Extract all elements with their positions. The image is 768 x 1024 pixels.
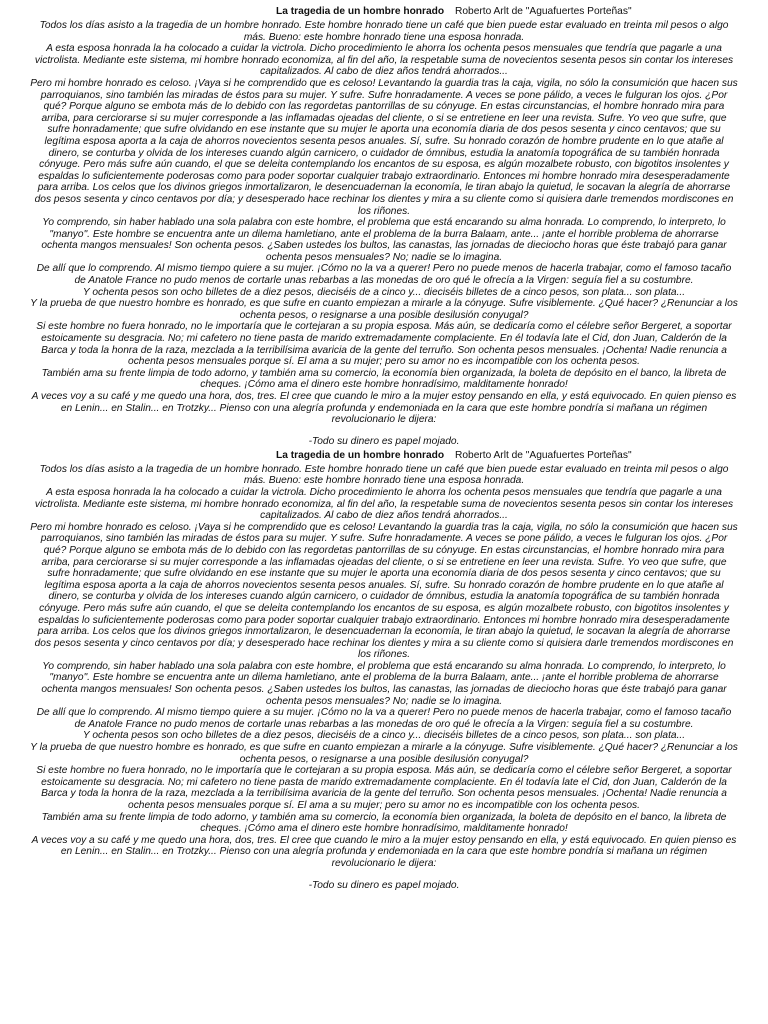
paragraph: De allí que lo comprendo. Al mismo tiempo quiere a su mujer. ¡Cómo no la va a querer! Pero no puede menos de hacerla trabajar, como el famoso tacaño de Anatole France no pudo menos de cortarle unas rebarbas a las monedas de oro qué le ofrecía a la Virgen: seguía fiel a su costumbre. — [36, 263, 732, 287]
article-header — [30, 450, 738, 464]
closing-line: -Todo su dinero es papel mojado. — [308, 435, 460, 447]
article-author: Roberto Arlt de "Aguafuertes Porteñas" — [455, 6, 632, 17]
paragraph: A veces voy a su café y me quedo una hora, dos, tres. El cree que cuando le miro a la mujer estoy pensando en ella, y está equivocado. En quien pienso es en Lenin... en Stalin... en Trotzky... Pienso con una alegría profunda y endemoniada en la cara que este hombre pondría si mañana un régimen revolucionario le dijera: — [31, 834, 737, 869]
article-title: La tragedia de un hombre honrado — [276, 449, 445, 461]
paragraph: Si este hombre no fuera honrado, no le importaría que le cortejaran a su propia esposa. Más aún, se dedicaría como el célebre señor Bergeret, a soportar estoicamente su desgracia. No; mi cafetero no tiene pasta de marido extremadamente complaciente. En él todavía late el Cid, don Juan, Calderón de la Barca y toda la honra de la raza, mezclada a la terribilísima avaricia de la gente del terruño. Son ochenta pesos mensuales. ¡Ochenta! Nadie renuncia a ochenta pesos mensuales porque sí. El ama a su mujer; pero su amor no es incompatible con los ochenta pesos. — [36, 321, 732, 368]
paragraph: Yo comprendo, sin haber hablado una sola palabra con este hombre, el problema que está encarando su alma honrada. Lo comprendo, lo interpreto, lo "manyo". Este hombre se encuentra ante un dilema hamletiano, ante el problema de la burra Balaam, ante... ¡ante el horrible problema de ahorrarse ochenta mangos mensuales! Son ochenta pesos. ¿Saben ustedes los bultos, las canastas, las jornadas de dieciocho horas que éste trabajó para ganar ochenta pesos mensuales? No; nadie se lo imagina. — [41, 217, 727, 263]
paragraph: Todos los días asisto a la tragedia de un hombre honrado. Este hombre honrado tiene un café que bien puede estar evaluado en treinta mil pesos o algo más. Bueno: este hombre honrado tiene una esposa honrada. — [39, 463, 729, 487]
paragraph: Si este hombre no fuera honrado, no le importaría que le cortejaran a su propia esposa. Más aún, se dedicaría como el célebre señor Bergeret, a soportar estoicamente su desgracia. No; mi cafetero no tiene pasta de marido extremadamente complaciente. En él todavía late el Cid, don Juan, Calderón de la Barca y toda la honra de la raza, mezclada a la terribilísima avaricia de la gente del terruño. Son ochenta pesos mensuales. ¡Ochenta! Nadie renuncia a ochenta pesos mensuales porque sí. El ama a su mujer; pero su amor no es incompatible con los ochenta pesos. — [36, 765, 732, 811]
article-author: Roberto Arlt de "Aguafuertes Porteñas" — [455, 449, 632, 461]
paragraph: Pero mi hombre honrado es celoso. ¡Vaya si he comprendido que es celoso! Levantando la guardia tras la caja, vigila, no sólo la consumición que hacen sus parroquianos, sino también las miradas de éstos para su mujer. Y sufre. Sufre honradamente. A veces se pone pálido, a veces le fulguran los ojos. ¿Por qué? Porque alguno se embota más de lo debido con las regordetas pantorrillas de su cónyuge. En estas circunstancias, el hombre honrado mira para arriba, para cerciorarse si su mujer corresponde a las inflamadas ojeadas del cliente, o si se entretiene en leer una revista. Sufre. Yo veo que sufre, que sufre honradamente; que sufre olvidando en ese instante que su mujer le aporta una economía diaria de dos pesos sesenta y cinco centavos; que su legítima esposa aporta a la caja de ahorros novecientos sesenta pesos anuales. Sí, sufre. Su honrado corazón de hombre prudente en lo que atañe al dinero, se conturba y olvida de los intereses cuando algún carnicero, o cuidador de ómnibus, estudia la anatomía topográfica de su también honrada cónyuge. Pero más sufre aún cuando, el que se deleita contemplando los encantos de su esposa, es algún mozalbete robusto, con bigotitos insolentes y espaldas lo suficientemente poderosas como para poder soportar cualquier trabajo extraordinario. Entonces mi hombre honrado mira desesperadamente para arriba. Los celos que los divinos griegos inmortalizaron, le desencuadernan la economía, le tiran abajo la quietud, le socavan la alegría de ahorrarse dos pesos sesenta y cinco centavos por día; y desesperado hace rechinar los dientes y mira a su cliente como si quisiera darle tremendos mordiscones en los riñones. — [30, 521, 738, 661]
closing-line: -Todo su dinero es papel mojado. — [308, 879, 460, 891]
paragraph: Yo comprendo, sin haber hablado una sola palabra con este hombre, el problema que está encarando su alma honrada. Lo comprendo, lo interpreto, lo "manyo". Este hombre se encuentra ante un dilema hamletiano, ante el problema de la burra Balaam, ante... ¡ante el horrible problema de ahorrarse ochenta mangos mensuales! Son ochenta pesos. ¿Saben ustedes los bultos, las canastas, las jornadas de dieciocho horas que éste trabajó para ganar ochenta pesos mensuales? No; nadie se lo imagina. — [41, 660, 727, 707]
paragraph: A esta esposa honrada la ha colocado a cuidar la victrola. Dicho procedimiento le ahorra los ochenta pesos mensuales que tendría que pagarle a una victrolista. Mediante este sistema, mi hombre honrado economiza, al fin del año, la respetable suma de novecientos sesenta pesos sin contar los intereses capitalizados. Al cabo de diez años tendrá ahorrados... — [34, 43, 734, 78]
document-page — [30, 6, 738, 892]
paragraph: Todos los días asisto a la tragedia de un hombre honrado. Este hombre honrado tiene un café que bien puede estar evaluado en treinta mil pesos o algo más. Bueno: este hombre honrado tiene una esposa honrada. — [39, 20, 729, 43]
paragraph: A esta esposa honrada la ha colocado a cuidar la victrola. Dicho procedimiento le ahorra los ochenta pesos mensuales que tendría que pagarle a una victrolista. Mediante este sistema, mi hombre honrado economiza, al fin del año, la respetable suma de novecientos sesenta pesos sin contar los intereses capitalizados. Al cabo de diez años tendrá ahorrados... — [34, 486, 734, 522]
paragraph: También ama su frente limpia de todo adorno, y también ama su comercio, la economía bien organizada, la boleta de depósito en el banco, la libreta de cheques. ¡Cómo ama el dinero este hombre honradísimo, malditamente honrado! — [41, 367, 727, 391]
paragraph: Y ochenta pesos son ocho billetes de a diez pesos, dieciséis de a cinco y... dieciséis billetes de a cinco pesos, son plata... son plata... — [82, 730, 686, 742]
paragraph: Y la prueba de que nuestro hombre es honrado, es que sufre en cuanto empiezan a mirarle a la cónyuge. Sufre visiblemente. ¿Qué hacer? ¿Renunciar a los ochenta pesos, o resignarse a una posible desilusión conyugal? — [30, 742, 738, 765]
paragraph: Y ochenta pesos son ocho billetes de a diez pesos, dieciséis de a cinco y... dieciséis billetes de a cinco pesos, son plata... son plata... — [82, 286, 686, 298]
paragraph: También ama su frente limpia de todo adorno, y también ama su comercio, la economía bien organizada, la boleta de depósito en el banco, la libreta de cheques. ¡Cómo ama el dinero este hombre honradísimo, malditamente honrado! — [41, 811, 727, 835]
article-header — [30, 6, 738, 20]
article-copy-1 — [30, 6, 738, 448]
paragraph: De allí que lo comprendo. Al mismo tiempo quiere a su mujer. ¡Cómo no la va a querer! Pero no puede menos de hacerla trabajar, como el famoso tacaño de Anatole France no pudo menos de cortarle unas rebarbas a las monedas de oro qué le ofrecía a la Virgen: seguía fiel a su costumbre. — [36, 707, 732, 730]
article-copy-2 — [30, 450, 738, 892]
article-title: La tragedia de un hombre honrado — [276, 6, 445, 17]
paragraph: A veces voy a su café y me quedo una hora, dos, tres. El cree que cuando le miro a la mujer estoy pensando en ella, y está equivocado. En quien pienso es en Lenin... en Stalin... en Trotzky... Pienso con una alegría profunda y endemoniada en la cara que este hombre pondría si mañana un régimen revolucionario le dijera: — [31, 391, 737, 426]
paragraph: Y la prueba de que nuestro hombre es honrado, es que sufre en cuanto empiezan a mirarle a la cónyuge. Sufre visiblemente. ¿Qué hacer? ¿Renunciar a los ochenta pesos, o resignarse a una posible desilusión conyugal? — [30, 298, 738, 321]
paragraph: Pero mi hombre honrado es celoso. ¡Vaya si he comprendido que es celoso! Levantando la guardia tras la caja, vigila, no sólo la consumición que hacen sus parroquianos, sino también las miradas de éstos para su mujer. Y sufre. Sufre honradamente. A veces se pone pálido, a veces le fulguran los ojos. ¿Por qué? Porque alguno se embota más de lo debido con las regordetas pantorrillas de su cónyuge. En estas circunstancias, el hombre honrado mira para arriba, para cerciorarse si su mujer corresponde a las inflamadas ojeadas del cliente, o si se entretiene en leer una revista. Sufre. Yo veo que sufre, que sufre honradamente; que sufre olvidando en ese instante que su mujer le aporta una economía diaria de dos pesos sesenta y cinco centavos; que su legítima esposa aporta a la caja de ahorros novecientos sesenta pesos anuales. Sí, sufre. Su honrado corazón de hombre prudente en lo que atañe al dinero, se conturba y olvida de los intereses cuando algún carnicero, o cuidador de ómnibus, estudia la anatomía topográfica de su también honrada cónyuge. Pero más sufre aún cuando, el que se deleita contemplando los encantos de su esposa, es algún mozalbete robusto, con bigotitos insolentes y espaldas lo suficientemente poderosas como para poder soportar cualquier trabajo extraordinario. Entonces mi hombre honrado mira desesperadamente para arriba. Los celos que los divinos griegos inmortalizaron, le desencuadernan la economía, le tiran abajo la quietud, le socavan la alegría de ahorrarse dos pesos sesenta y cinco centavos por día; y desesperado hace rechinar los dientes y mira a su cliente como si quisiera darle tremendos mordiscones en los riñones. — [30, 77, 738, 217]
